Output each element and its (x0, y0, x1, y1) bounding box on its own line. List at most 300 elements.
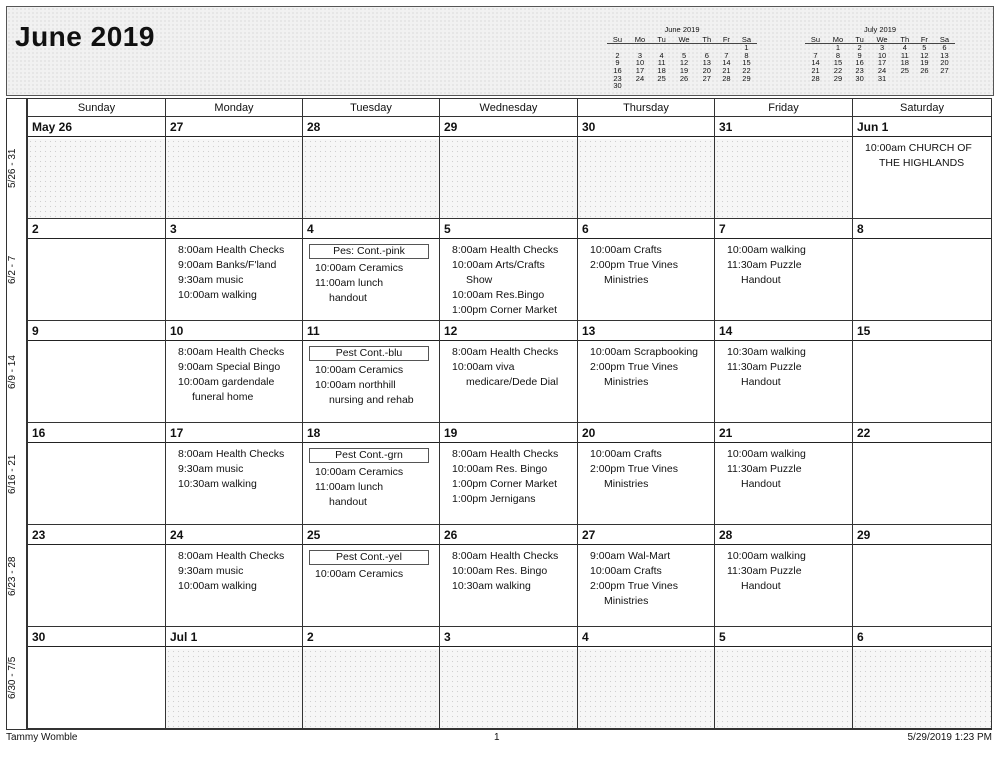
day-cell[interactable] (27, 117, 165, 218)
mini-calendar-day: 18 (657, 65, 666, 75)
day-events (853, 241, 991, 320)
mini-calendar-weekday: Fr (717, 36, 736, 44)
week-row (27, 117, 991, 219)
event-time: 8:00am (178, 550, 214, 562)
week-row (27, 219, 991, 321)
day-events (578, 343, 714, 422)
mini-calendar-day: 19 (920, 58, 929, 68)
day-events (166, 343, 302, 422)
calendar-event[interactable] (727, 243, 850, 258)
day-number: 2 (28, 219, 165, 239)
day-cell[interactable] (852, 627, 991, 728)
mini-calendar-day: 18 (900, 58, 909, 68)
day-cell[interactable] (439, 219, 577, 320)
mini-calendar-day: 14 (722, 58, 731, 68)
day-cell[interactable] (714, 219, 852, 320)
day-number: 20 (578, 423, 714, 443)
day-cell[interactable] (852, 525, 991, 626)
day-events (166, 445, 302, 524)
event-title: Puzzle (770, 463, 802, 475)
mini-calendar-day (671, 82, 696, 90)
mini-calendar-day: 30 (855, 73, 864, 83)
day-cell[interactable] (27, 525, 165, 626)
calendar-event[interactable] (590, 360, 712, 390)
day-cell[interactable] (302, 627, 439, 728)
day-cell[interactable] (165, 219, 302, 320)
day-events (28, 445, 165, 524)
day-number: 19 (440, 423, 577, 443)
mini-calendar-day: 21 (722, 65, 731, 75)
day-cell[interactable] (165, 525, 302, 626)
day-events (715, 445, 852, 524)
event-time: 10:00am (178, 376, 219, 388)
calendar-event[interactable] (178, 447, 300, 462)
day-cell[interactable] (302, 423, 439, 524)
day-cell[interactable] (577, 525, 714, 626)
event-title-continued: Ministries (604, 478, 649, 490)
calendar-event[interactable] (590, 447, 712, 462)
mini-calendar-day: 11 (657, 58, 666, 68)
day-cell[interactable] (714, 525, 852, 626)
day-events (440, 343, 577, 422)
mini-calendar-day: 2 (857, 43, 862, 53)
event-title: Special Bingo (215, 361, 281, 373)
event-time: 8:00am (178, 448, 214, 460)
day-events (440, 547, 577, 626)
day-cell[interactable] (439, 627, 577, 728)
event-time: 10:00am (590, 244, 631, 256)
mini-calendar-day: 16 (613, 65, 622, 75)
mini-calendar-day (915, 75, 934, 83)
week-labels-column (7, 99, 27, 729)
day-cell[interactable] (714, 321, 852, 422)
event-time: 10:30am (727, 346, 768, 358)
calendar-event[interactable] (452, 492, 575, 507)
day-number: 3 (166, 219, 302, 239)
calendar-event[interactable] (315, 276, 437, 306)
mini-calendar-day: 7 (813, 50, 818, 60)
event-title: Ceramics (358, 364, 404, 376)
calendar-event[interactable] (727, 462, 850, 492)
day-cell[interactable] (165, 627, 302, 728)
mini-calendar-day: 5 (681, 50, 687, 60)
day-cell[interactable] (577, 423, 714, 524)
event-time: 2:00pm (590, 361, 626, 373)
day-events (715, 649, 852, 728)
event-title: Arts/Crafts (495, 259, 545, 271)
event-title: Res. Bingo (495, 565, 548, 577)
calendar-event[interactable] (590, 462, 712, 492)
mini-calendar-weekday: Fr (915, 36, 934, 44)
event-title: Corner Market (489, 304, 558, 316)
mini-calendar-day: 13 (702, 58, 711, 68)
calendar-event[interactable] (590, 579, 712, 609)
event-time: 1:00pm (452, 478, 488, 490)
week-label: 6/23 - 28 (7, 556, 18, 596)
event-title: music (215, 565, 244, 577)
calendar-event[interactable] (178, 462, 300, 477)
event-title: Puzzle (770, 361, 802, 373)
calendar-event[interactable] (452, 243, 575, 258)
mini-calendar-header-row (607, 36, 757, 44)
day-events (853, 649, 991, 728)
day-number: 16 (28, 423, 165, 443)
day-number: May 26 (28, 117, 165, 137)
event-title: lunch (358, 277, 384, 289)
day-cell[interactable] (165, 117, 302, 218)
event-title: Jernigans (489, 493, 536, 505)
mini-calendar-day (628, 82, 652, 90)
calendar-event[interactable] (452, 447, 575, 462)
pest-control-box: Pest Cont.-grn (309, 448, 429, 463)
day-number: 4 (303, 219, 439, 239)
page-title: June 2019 (15, 21, 155, 52)
day-events (28, 343, 165, 422)
mini-calendar-day: 21 (811, 65, 820, 75)
calendar-event[interactable] (452, 549, 575, 564)
event-title-continued: THE HIGHLANDS (879, 157, 965, 169)
calendar-event[interactable] (727, 345, 850, 360)
day-events (440, 445, 577, 524)
event-title: Health Checks (215, 346, 285, 358)
event-title-continued: Ministries (604, 376, 649, 388)
mini-calendar-weekday: Th (697, 36, 717, 44)
calendar-event[interactable] (452, 360, 575, 390)
event-title: Wal-Mart (627, 550, 671, 562)
event-title: northhill (358, 379, 396, 391)
event-time: 9:30am (178, 565, 214, 577)
day-cell[interactable] (165, 321, 302, 422)
day-number: 9 (28, 321, 165, 341)
mini-calendar-day: 15 (742, 58, 751, 68)
mini-calendar-table (805, 36, 955, 83)
calendar-event[interactable] (452, 564, 575, 579)
event-title: walking (770, 550, 806, 562)
mini-calendar-day (717, 82, 736, 90)
day-cell[interactable] (439, 321, 577, 422)
mini-calendar-week (607, 82, 757, 90)
calendar-event[interactable] (727, 447, 850, 462)
day-events (303, 241, 439, 320)
event-time: 10:30am (452, 580, 493, 592)
mini-calendar-title: July 2019 (863, 25, 897, 34)
event-title: Health Checks (215, 550, 285, 562)
mini-calendar-day: 23 (855, 65, 864, 75)
event-title-continued: Handout (741, 274, 781, 286)
event-time: 11:00am (315, 481, 356, 493)
event-time: 8:00am (178, 244, 214, 256)
calendar-event[interactable] (315, 378, 437, 408)
day-cell[interactable] (302, 525, 439, 626)
mini-calendar-weekday: Mo (628, 36, 652, 44)
event-title: Ceramics (358, 568, 404, 580)
day-events (166, 649, 302, 728)
day-events (28, 241, 165, 320)
day-number: 22 (853, 423, 991, 443)
event-time: 8:00am (452, 448, 488, 460)
event-title-continued: medicare/Dede Dial (466, 376, 559, 388)
week-label: 5/26 - 31 (7, 148, 18, 188)
calendar-event[interactable] (178, 258, 300, 273)
mini-calendar-day (697, 82, 717, 90)
day-cell[interactable] (714, 117, 852, 218)
mini-calendar-table (607, 36, 757, 90)
calendar-event[interactable] (452, 579, 575, 594)
mini-calendar-day: 8 (744, 50, 749, 60)
week-row (27, 525, 991, 627)
day-events (28, 547, 165, 626)
day-cell[interactable] (852, 423, 991, 524)
day-number: 28 (303, 117, 439, 137)
mini-calendar-day: 20 (940, 58, 949, 68)
day-number: 2 (303, 627, 439, 647)
mini-calendar-day: 22 (742, 65, 751, 75)
event-title-continued: Handout (741, 580, 781, 592)
calendar-event[interactable] (178, 288, 300, 303)
day-number: 18 (303, 423, 439, 443)
mini-calendar-day: 9 (615, 58, 620, 68)
day-events (440, 139, 577, 218)
day-cell[interactable] (852, 117, 991, 218)
mini-calendar-day: 13 (940, 50, 949, 60)
day-cell[interactable] (439, 117, 577, 218)
day-events (303, 139, 439, 218)
event-title: Health Checks (215, 448, 285, 460)
event-title: Health Checks (489, 448, 559, 460)
day-cell[interactable] (714, 627, 852, 728)
day-cell[interactable] (439, 423, 577, 524)
day-cell[interactable] (302, 219, 439, 320)
day-events (303, 547, 439, 626)
mini-calendar-day: 2 (615, 50, 620, 60)
event-time: 10:00am (590, 448, 631, 460)
day-number: 6 (578, 219, 714, 239)
mini-calendar-day: 6 (704, 50, 709, 60)
mini-calendar-day (895, 75, 915, 83)
mini-calendar-day: 3 (879, 43, 885, 53)
calendar-event[interactable] (727, 360, 850, 390)
calendar-event[interactable] (315, 567, 437, 582)
calendar-event[interactable] (452, 303, 575, 318)
day-cell[interactable] (27, 423, 165, 524)
mini-calendar-day: 26 (679, 73, 689, 83)
calendar-event[interactable] (178, 273, 300, 288)
event-time: 10:00am (315, 262, 356, 274)
event-title: Health Checks (489, 346, 559, 358)
day-header-saturday: Saturday (852, 99, 991, 117)
calendar-event[interactable] (178, 564, 300, 579)
event-title: Banks/F'land (215, 259, 277, 271)
day-cell[interactable] (302, 117, 439, 218)
event-title: music (215, 463, 244, 475)
event-time: 10:00am (727, 244, 768, 256)
mini-calendar-weekday: We (869, 36, 894, 44)
day-cell[interactable] (165, 423, 302, 524)
day-number: 8 (853, 219, 991, 239)
pest-control-box: Pes: Cont.-pink (309, 244, 429, 259)
event-title: Res. Bingo (495, 463, 548, 475)
day-cell[interactable] (27, 219, 165, 320)
footer-owner: Tammy Womble (6, 732, 78, 743)
mini-calendar-weekday: Sa (934, 36, 955, 44)
day-header-thursday: Thursday (577, 99, 714, 117)
day-events (715, 241, 852, 320)
mini-calendar-june (607, 26, 757, 90)
day-events (578, 445, 714, 524)
event-time: 8:00am (452, 550, 488, 562)
calendar-event[interactable] (727, 258, 850, 288)
event-title: lunch (358, 481, 384, 493)
day-number: 31 (715, 117, 852, 137)
event-time: 10:00am (315, 379, 356, 391)
event-time: 2:00pm (590, 463, 626, 475)
event-time: 10:00am (452, 361, 493, 373)
event-time: 8:00am (452, 244, 488, 256)
calendar-event[interactable] (178, 579, 300, 594)
event-title-continued: Show (466, 274, 493, 286)
calendar-event[interactable] (178, 360, 300, 375)
calendar-event[interactable] (590, 243, 712, 258)
calendar-event[interactable] (315, 465, 437, 480)
day-cell[interactable] (577, 627, 714, 728)
mini-calendar-day: 16 (855, 58, 864, 68)
calendar-event[interactable] (452, 462, 575, 477)
day-number: 23 (28, 525, 165, 545)
mini-calendar-weekday: Tu (850, 36, 869, 44)
calendar-event[interactable] (727, 564, 850, 594)
event-title: Ceramics (358, 262, 404, 274)
day-cell[interactable] (714, 423, 852, 524)
event-time: 9:00am (178, 259, 214, 271)
day-events (578, 547, 714, 626)
mini-calendar-weekday: Sa (736, 36, 757, 44)
mini-calendar-week (805, 75, 955, 83)
mini-calendar-day: 4 (902, 43, 907, 53)
event-time: 10:00am (452, 565, 493, 577)
calendar-event[interactable] (590, 564, 712, 579)
day-number: 29 (853, 525, 991, 545)
calendar-event[interactable] (315, 480, 437, 510)
event-time: 8:00am (452, 346, 488, 358)
calendar-event[interactable] (452, 345, 575, 360)
calendar-event[interactable] (865, 141, 989, 171)
mini-calendar-day: 8 (835, 50, 841, 60)
day-events (166, 139, 302, 218)
event-title: Crafts (633, 244, 662, 256)
mini-calendar-day: 25 (900, 65, 909, 75)
event-title: music (215, 274, 244, 286)
calendar-event[interactable] (178, 477, 300, 492)
day-number: 29 (440, 117, 577, 137)
week-label: 6/2 - 7 (7, 255, 18, 285)
mini-calendar-weekday: Su (607, 36, 628, 44)
day-cell[interactable] (27, 627, 165, 728)
mini-calendar-day: 15 (833, 58, 843, 68)
day-number: 10 (166, 321, 302, 341)
calendar-event[interactable] (178, 345, 300, 360)
event-title: walking (770, 346, 806, 358)
event-title-continued: nursing and rehab (329, 394, 414, 406)
day-number: 30 (28, 627, 165, 647)
day-events (166, 547, 302, 626)
day-cell[interactable] (852, 219, 991, 320)
event-title: walking (770, 244, 806, 256)
mini-calendar-weekday: Mo (826, 36, 850, 44)
event-time: 9:30am (178, 274, 214, 286)
calendar-event[interactable] (590, 345, 712, 360)
calendar-event[interactable] (178, 243, 300, 258)
mini-calendar-day: 10 (635, 58, 645, 68)
mini-calendar-day: 10 (877, 50, 887, 60)
day-cell[interactable] (27, 321, 165, 422)
event-time: 9:00am (178, 361, 214, 373)
day-cell[interactable] (852, 321, 991, 422)
event-title: Crafts (633, 448, 662, 460)
calendar-event[interactable] (315, 261, 437, 276)
mini-calendar-day: 26 (920, 65, 929, 75)
day-number: 27 (166, 117, 302, 137)
day-cell[interactable] (577, 321, 714, 422)
event-title: Scrapbooking (633, 346, 699, 358)
event-time: 10:00am (865, 142, 906, 154)
month-grid (6, 98, 992, 730)
calendar-event[interactable] (315, 363, 437, 378)
day-number: Jul 1 (166, 627, 302, 647)
day-header-sunday: Sunday (27, 99, 165, 117)
event-title: True Vines (627, 463, 678, 475)
calendar-event[interactable] (178, 375, 300, 405)
event-time: 11:00am (315, 277, 356, 289)
mini-calendar-day: 27 (940, 65, 949, 75)
event-time: 1:00pm (452, 304, 488, 316)
day-cell[interactable] (439, 525, 577, 626)
event-title-continued: Handout (741, 478, 781, 490)
calendar-event[interactable] (590, 258, 712, 288)
mini-calendar-day: 29 (742, 73, 751, 83)
event-time: 11:30am (727, 361, 768, 373)
event-title: Corner Market (489, 478, 558, 490)
calendar-event[interactable] (178, 549, 300, 564)
mini-calendar-day: 24 (635, 73, 645, 83)
calendar-event[interactable] (452, 258, 575, 288)
day-number: 24 (166, 525, 302, 545)
mini-calendar-day: 17 (635, 65, 645, 75)
calendar-event[interactable] (727, 549, 850, 564)
day-events (440, 241, 577, 320)
mini-calendar-day: 22 (833, 65, 843, 75)
day-number: 17 (166, 423, 302, 443)
day-number: 27 (578, 525, 714, 545)
day-cell[interactable] (577, 117, 714, 218)
day-cell[interactable] (302, 321, 439, 422)
day-events (440, 649, 577, 728)
day-number: 30 (578, 117, 714, 137)
mini-calendar-day: 17 (877, 58, 887, 68)
day-cell[interactable] (577, 219, 714, 320)
event-title: Health Checks (489, 244, 559, 256)
calendar-event[interactable] (590, 549, 712, 564)
week-label: 6/16 - 21 (7, 454, 18, 494)
calendar-event[interactable] (452, 288, 575, 303)
calendar-event[interactable] (452, 477, 575, 492)
event-title: Res.Bingo (495, 289, 545, 301)
mini-calendar-day: 3 (637, 50, 643, 60)
mini-calendar-day: 28 (722, 73, 731, 83)
event-time: 10:00am (452, 289, 493, 301)
day-number: 11 (303, 321, 439, 341)
event-title: CHURCH OF (908, 142, 972, 154)
day-events (715, 547, 852, 626)
